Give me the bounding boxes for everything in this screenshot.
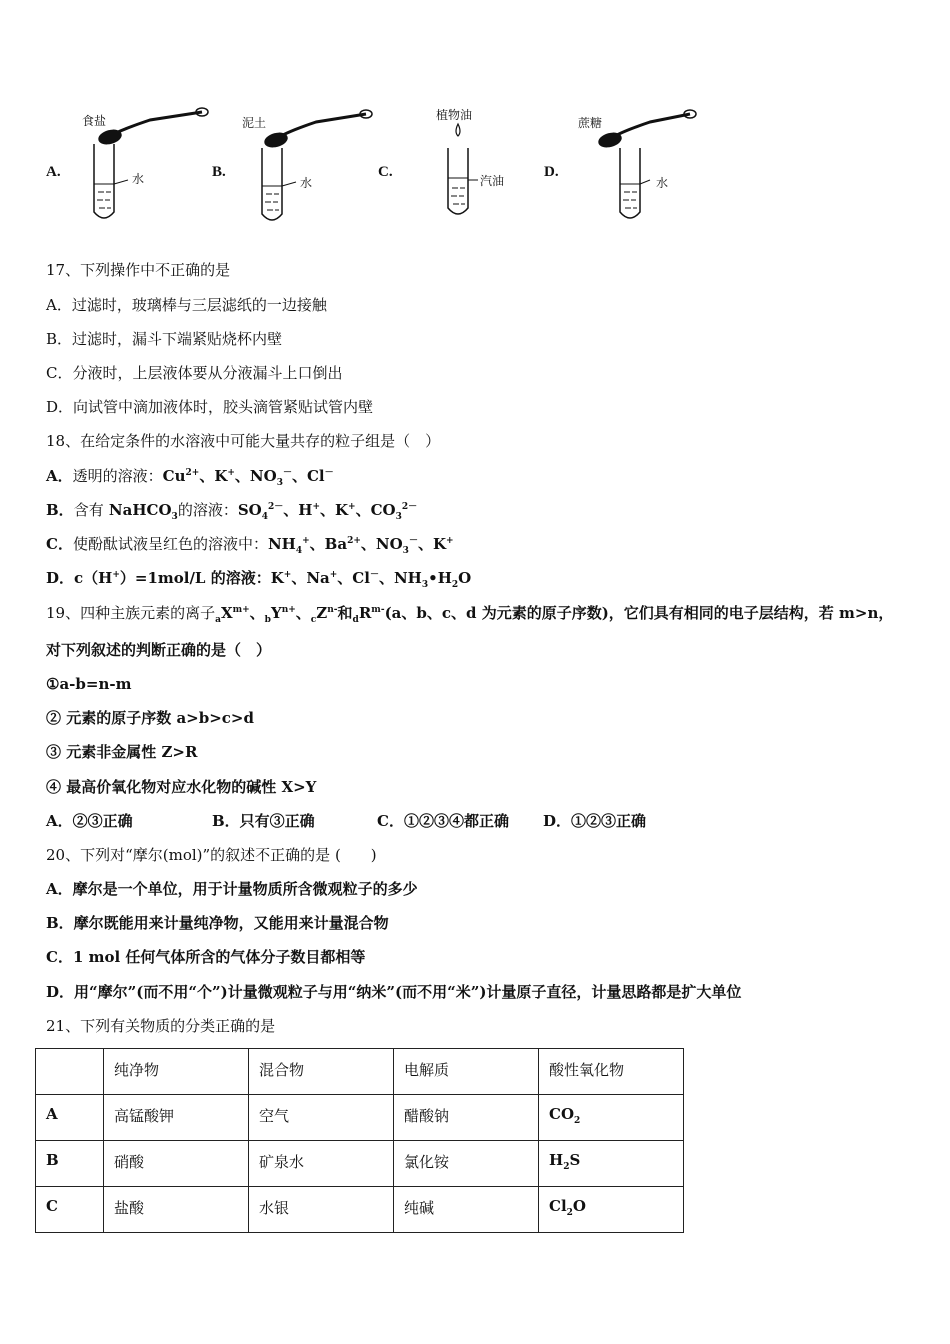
option-text-2: ）=1mol/L 的溶液： <box>119 569 271 587</box>
classification-table <box>35 1048 684 1233</box>
table-cell: 矿泉水 <box>249 1141 394 1187</box>
q20-stem: 20、下列对“摩尔(mol)”的叙述不正确的是 ( ) <box>46 846 377 864</box>
table-cell: 硝酸 <box>104 1141 249 1187</box>
q17-stem: 17、下列操作中不正确的是 <box>46 261 231 279</box>
table-row <box>36 1187 684 1233</box>
table-header-cell: 混合物 <box>249 1049 394 1095</box>
q19-statement-3: ③ 元素非金属性 Z>R <box>46 743 198 761</box>
q17-option-b: B．过滤时，漏斗下端紧贴烧杯内壁 <box>46 330 283 348</box>
q20-option-b: B．摩尔既能用来计量纯净物，又能用来计量混合物 <box>46 914 389 932</box>
option-label: A． <box>46 467 73 485</box>
q19-statement-4: ④ 最高价氧化物对应水化物的碱性 X>Y <box>46 778 317 796</box>
table-cell-formula: $CO_2$ <box>539 1095 684 1141</box>
option-text: c（H <box>74 569 113 587</box>
q19-option-c: C．①②③④都正确 <box>377 812 509 830</box>
q18-option-b: B．含有 NaHCO$_3$的溶液：$SO_4^{2-}$、H+、K+、$CO_3^{2-}$ <box>46 501 418 522</box>
figure-option-c <box>372 100 532 230</box>
figure-letter: A. <box>46 164 61 180</box>
table-row <box>36 1141 684 1187</box>
figure-letter: B. <box>212 164 226 180</box>
option-label: C． <box>46 535 73 553</box>
q19-statement-1: ①a-b=n-m <box>46 675 132 693</box>
table-cell-formula: $Cl_2O$ <box>539 1187 684 1233</box>
q17-option-c: C．分液时，上层液体要从分液漏斗上口倒出 <box>46 364 343 382</box>
q19-statement-2: ② 元素的原子序数 a>b>c>d <box>46 709 254 727</box>
table-cell: C <box>36 1187 104 1233</box>
figure-letter: D. <box>544 164 559 180</box>
option-label: D． <box>46 569 75 587</box>
option-label: B． <box>46 501 74 519</box>
table-cell: 氯化铵 <box>394 1141 539 1187</box>
figure-item-label: 植物油 <box>436 108 473 122</box>
figure-option-a <box>40 100 200 230</box>
q17-option-a: A．过滤时，玻璃棒与三层滤纸的一边接触 <box>46 296 327 314</box>
table-header-cell: 纯净物 <box>104 1049 249 1095</box>
table-cell: 醋酸钠 <box>394 1095 539 1141</box>
figure-option-d <box>538 100 698 230</box>
q19-stem-2: 对下列叙述的判断正确的是（ ） <box>46 641 272 659</box>
q19-stem-end: (a、b、c、d 为元素的原子序数)，它们具有相同的电子层结构，若 m>n， <box>384 604 894 622</box>
option-text: 使酚酞试液呈红色的溶液中： <box>72 535 268 553</box>
q20-option-a: A．摩尔是一个单位，用于计量物质所含微观粒子的多少 <box>46 880 418 898</box>
q20-option-c: C．1 mol 任何气体所含的气体分子数目都相等 <box>46 948 366 966</box>
q18-option-c: C．使酚酞试液呈红色的溶液中：$NH_4^+$、$Ba^{2+}$、$NO_3^-$、K+ <box>46 535 454 556</box>
test-tube-spoon-illustration <box>80 100 210 230</box>
option-text: 透明的溶液： <box>72 467 163 485</box>
table-cell: 高锰酸钾 <box>104 1095 249 1141</box>
table-cell-formula: $H_2S$ <box>539 1141 684 1187</box>
table-header-cell: 酸性氧化物 <box>539 1049 684 1095</box>
figure-item-label: 泥土 <box>242 116 267 130</box>
q19-option-d: D．①②③正确 <box>543 812 647 830</box>
test-tube-dropper-illustration <box>412 100 542 230</box>
q18-stem: 18、在给定条件的水溶液中可能大量共存的粒子组是（ ） <box>46 432 441 450</box>
figure-item-label: 蔗糖 <box>578 116 603 130</box>
table-header-row <box>36 1049 684 1095</box>
q21-stem: 21、下列有关物质的分类正确的是 <box>46 1017 276 1035</box>
option-text: 含有 <box>73 501 104 519</box>
table-cell: B <box>36 1141 104 1187</box>
figure-liquid-label: 水 <box>656 176 669 190</box>
q17-option-d: D．向试管中滴加液体时，胶头滴管紧贴试管内壁 <box>46 398 374 416</box>
q19-stem-start: 19、四种主族元素的离子 <box>46 604 216 622</box>
table-header-cell <box>36 1049 104 1095</box>
figure-liquid-label: 水 <box>300 176 313 190</box>
q18-option-d: D．c（H+）=1mol/L 的溶液：K+、Na+、Cl－、$NH_3•H_2O$ <box>46 569 472 590</box>
q20-option-d: D．用“摩尔”(而不用“个”)计量微观粒子与用“纳米”(而不用“米”)计量原子直径，计量思路都是扩大单位 <box>46 983 742 1001</box>
figure-item-label: 食盐 <box>82 114 107 128</box>
q18-option-a: A．透明的溶液：$Cu^{2+}$、K+、$NO_3^-$、Cl－ <box>46 467 334 488</box>
figure-options-row <box>40 100 720 230</box>
q19-stem: 19、四种主族元素的离子$_aX^{m+}$、$_bY^{n+}$、$_cZ^{n-}$和$_dR^{m-}(a$、b、c、d 为元素的原子序数)，它们具有相同的电子层结构，若 m>n， <box>46 604 894 625</box>
figure-liquid-label: 汽油 <box>480 174 505 188</box>
table-row <box>36 1095 684 1141</box>
table-cell: 水银 <box>249 1187 394 1233</box>
figure-liquid-label: 水 <box>132 172 145 186</box>
q19-option-a: A．②③正确 <box>46 812 133 830</box>
table-cell: 空气 <box>249 1095 394 1141</box>
test-tube-spoon-illustration <box>246 100 376 230</box>
figure-letter: C. <box>378 164 393 180</box>
table-cell: 盐酸 <box>104 1187 249 1233</box>
figure-option-b <box>206 100 366 230</box>
table-cell: A <box>36 1095 104 1141</box>
table-header-cell: 电解质 <box>394 1049 539 1095</box>
table-cell: 纯碱 <box>394 1187 539 1233</box>
q19-option-b: B．只有③正确 <box>212 812 315 830</box>
option-text-2: 的溶液： <box>177 501 238 519</box>
test-tube-spoon-illustration <box>578 100 708 230</box>
